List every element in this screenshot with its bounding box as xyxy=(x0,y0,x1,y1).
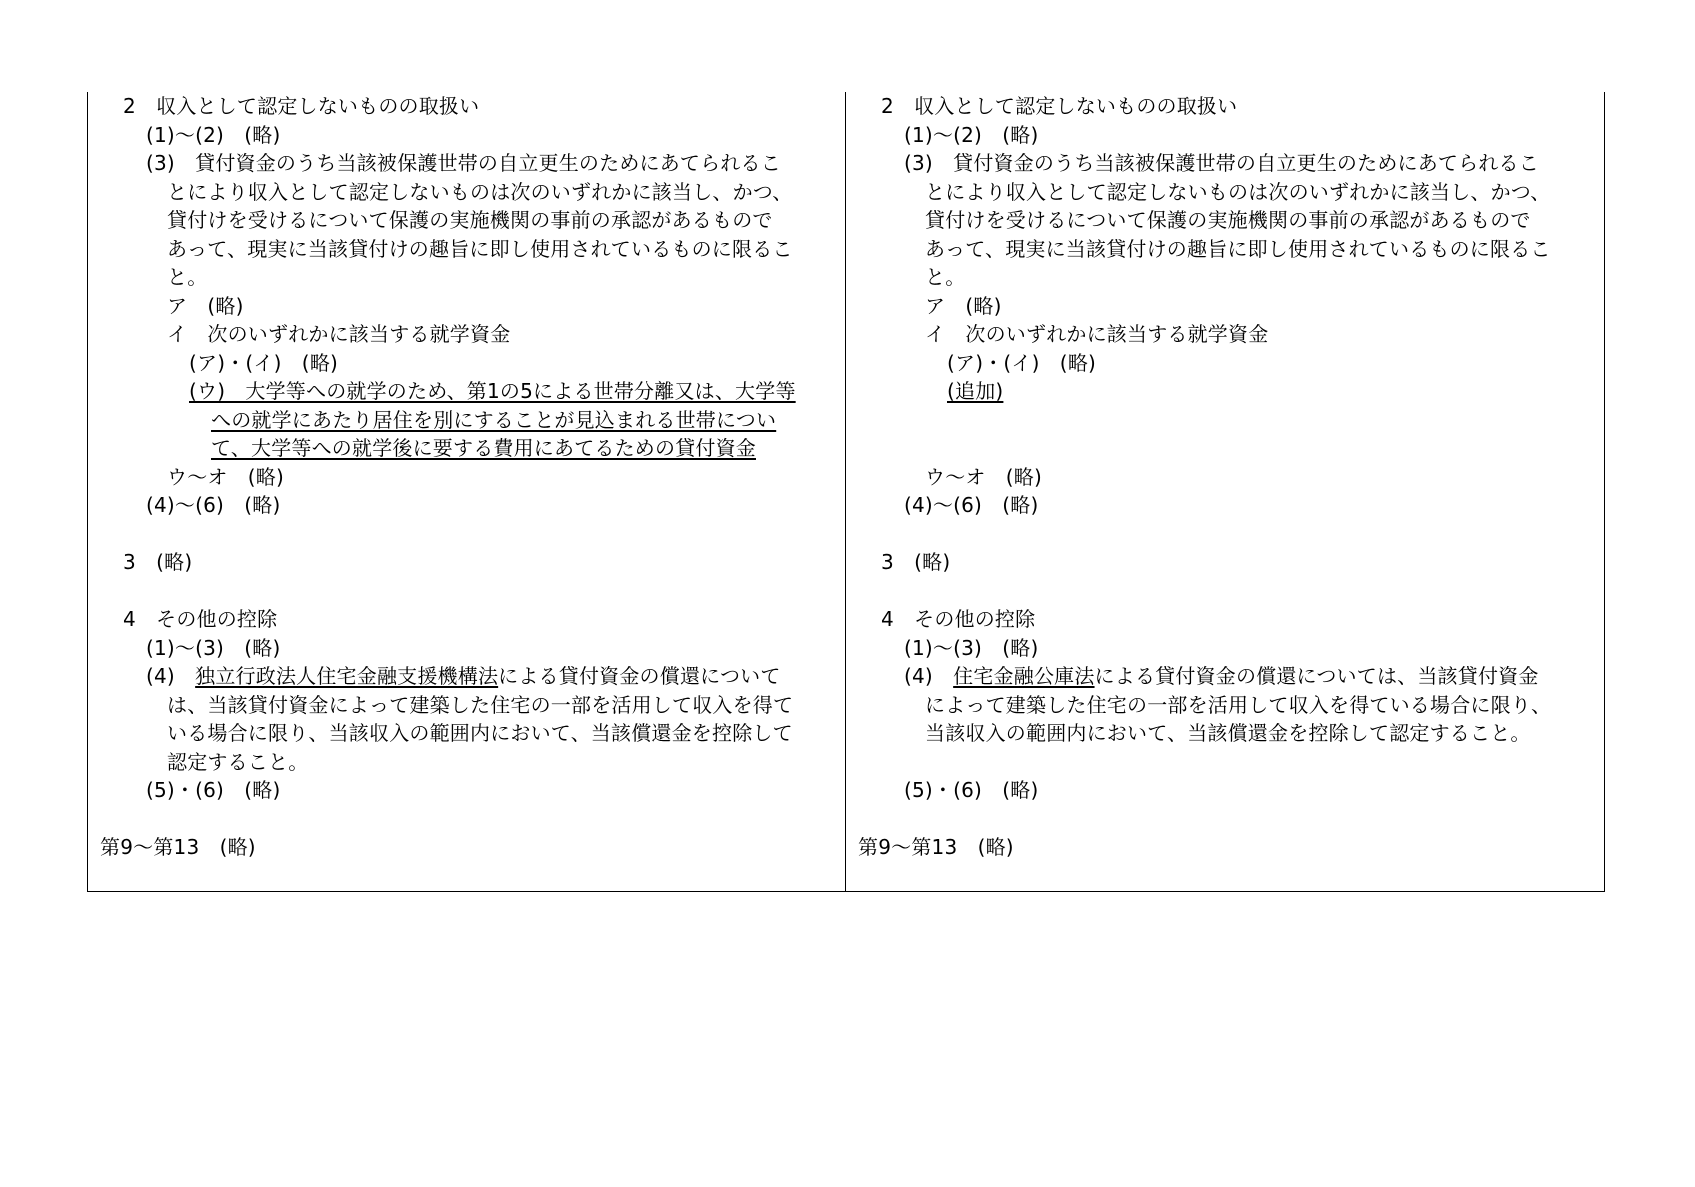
item-a-i: (ア)・(イ) (略) xyxy=(189,350,339,375)
item-u-added: への就学にあたり居住を別にすることが見込まれる世帯につい xyxy=(211,407,777,432)
item-4-line: 認定すること。 xyxy=(167,749,309,774)
item-a: ア (略) xyxy=(167,293,244,318)
item-4-line xyxy=(858,662,1604,691)
blank-line xyxy=(858,406,1604,435)
added-marker-line xyxy=(858,377,1604,406)
item-4-number: (4) xyxy=(146,664,196,688)
section-9-13: 第9～第13 (略) xyxy=(858,835,1014,859)
section-4-heading: 4 その他の控除 xyxy=(123,607,278,631)
item-u-o: ウ～オ (略) xyxy=(167,464,285,489)
item-4-line: いる場合に限り、当該収入の範囲内において、当該償還金を控除して xyxy=(167,721,793,745)
item-4-line: 当該収入の範囲内において、当該償還金を控除して認定すること。 xyxy=(925,721,1531,745)
current-text xyxy=(858,92,1604,862)
item-5-6: (5)・(6) (略) xyxy=(146,778,281,802)
item-1-2: (1)～(2) (略) xyxy=(904,122,1039,147)
item-3-line: あって、現実に当該貸付けの趣旨に即し使用されているものに限るこ xyxy=(167,236,793,261)
blank-line xyxy=(858,805,1604,834)
item-5-6: (5)・(6) (略) xyxy=(904,778,1039,802)
item-3-line: とにより収入として認定しないものは次のいずれかに該当し、かつ、 xyxy=(925,179,1551,204)
item-3-line: (3) 貸付資金のうち当該被保護世帯の自立更生のためにあてられるこ xyxy=(904,151,1539,175)
revised-column xyxy=(88,92,846,891)
amended-law-name: 独立行政法人住宅金融支援機構法 xyxy=(195,664,499,688)
item-1-2: (1)～(2) (略) xyxy=(146,122,281,147)
added-marker: (追加) xyxy=(947,379,1004,403)
item-3-line: あって、現実に当該貸付けの趣旨に即し使用されているものに限るこ xyxy=(925,236,1551,261)
current-law-name: 住宅金融公庫法 xyxy=(953,664,1095,688)
item-3-line: とにより収入として認定しないものは次のいずれかに該当し、かつ、 xyxy=(167,179,793,204)
item-4-number: (4) xyxy=(904,664,954,688)
item-i: イ 次のいずれかに該当する就学資金 xyxy=(925,322,1269,346)
blank-line xyxy=(100,577,845,606)
section-9-13: 第9～第13 (略) xyxy=(100,835,256,859)
blank-line xyxy=(858,748,1604,777)
blank-line xyxy=(100,520,845,549)
current-column xyxy=(846,92,1604,891)
item-1-3: (1)～(3) (略) xyxy=(904,635,1039,660)
item-a-i: (ア)・(イ) (略) xyxy=(947,350,1097,375)
blank-line xyxy=(858,577,1604,606)
section-2-heading: 2 収入として認定しないものの取扱い xyxy=(881,94,1238,118)
revised-text xyxy=(100,92,845,862)
item-4-text: による貸付資金の償還について xyxy=(498,664,781,688)
section-4-heading: 4 その他の控除 xyxy=(881,607,1036,631)
blank-line xyxy=(858,520,1604,549)
item-i: イ 次のいずれかに該当する就学資金 xyxy=(167,322,511,346)
section-3: 3 (略) xyxy=(881,550,951,574)
item-a: ア (略) xyxy=(925,293,1002,318)
item-4-line xyxy=(100,662,845,691)
item-3-line: と。 xyxy=(925,265,966,289)
item-u-added: (ウ) 大学等への就学のため、第1の5による世帯分離又は、大学等 xyxy=(189,379,796,403)
blank-line xyxy=(858,434,1604,463)
item-3-line: (3) 貸付資金のうち当該被保護世帯の自立更生のためにあてられるこ xyxy=(146,151,781,175)
item-u-o: ウ～オ (略) xyxy=(925,464,1043,489)
item-4-6: (4)～(6) (略) xyxy=(904,493,1039,517)
item-4-line: は、当該貸付資金によって建築した住宅の一部を活用して収入を得て xyxy=(167,692,794,717)
section-3: 3 (略) xyxy=(123,550,193,574)
item-1-3: (1)～(3) (略) xyxy=(146,635,281,660)
section-2-heading: 2 収入として認定しないものの取扱い xyxy=(123,94,480,118)
item-3-line: 貸付けを受けるについて保護の実施機関の事前の承認があるもので xyxy=(167,208,773,232)
comparison-table xyxy=(87,92,1605,892)
item-3-line: と。 xyxy=(167,265,208,289)
item-4-6: (4)～(6) (略) xyxy=(146,493,281,517)
item-3-line: 貸付けを受けるについて保護の実施機関の事前の承認があるもので xyxy=(925,208,1531,232)
item-u-added: て、大学等への就学後に要する費用にあてるための貸付資金 xyxy=(211,436,756,460)
blank-line xyxy=(100,805,845,834)
item-4-line: によって建築した住宅の一部を活用して収入を得ている場合に限り、 xyxy=(925,692,1552,717)
item-4-text: による貸付資金の償還については、当該貸付資金 xyxy=(1094,664,1539,688)
